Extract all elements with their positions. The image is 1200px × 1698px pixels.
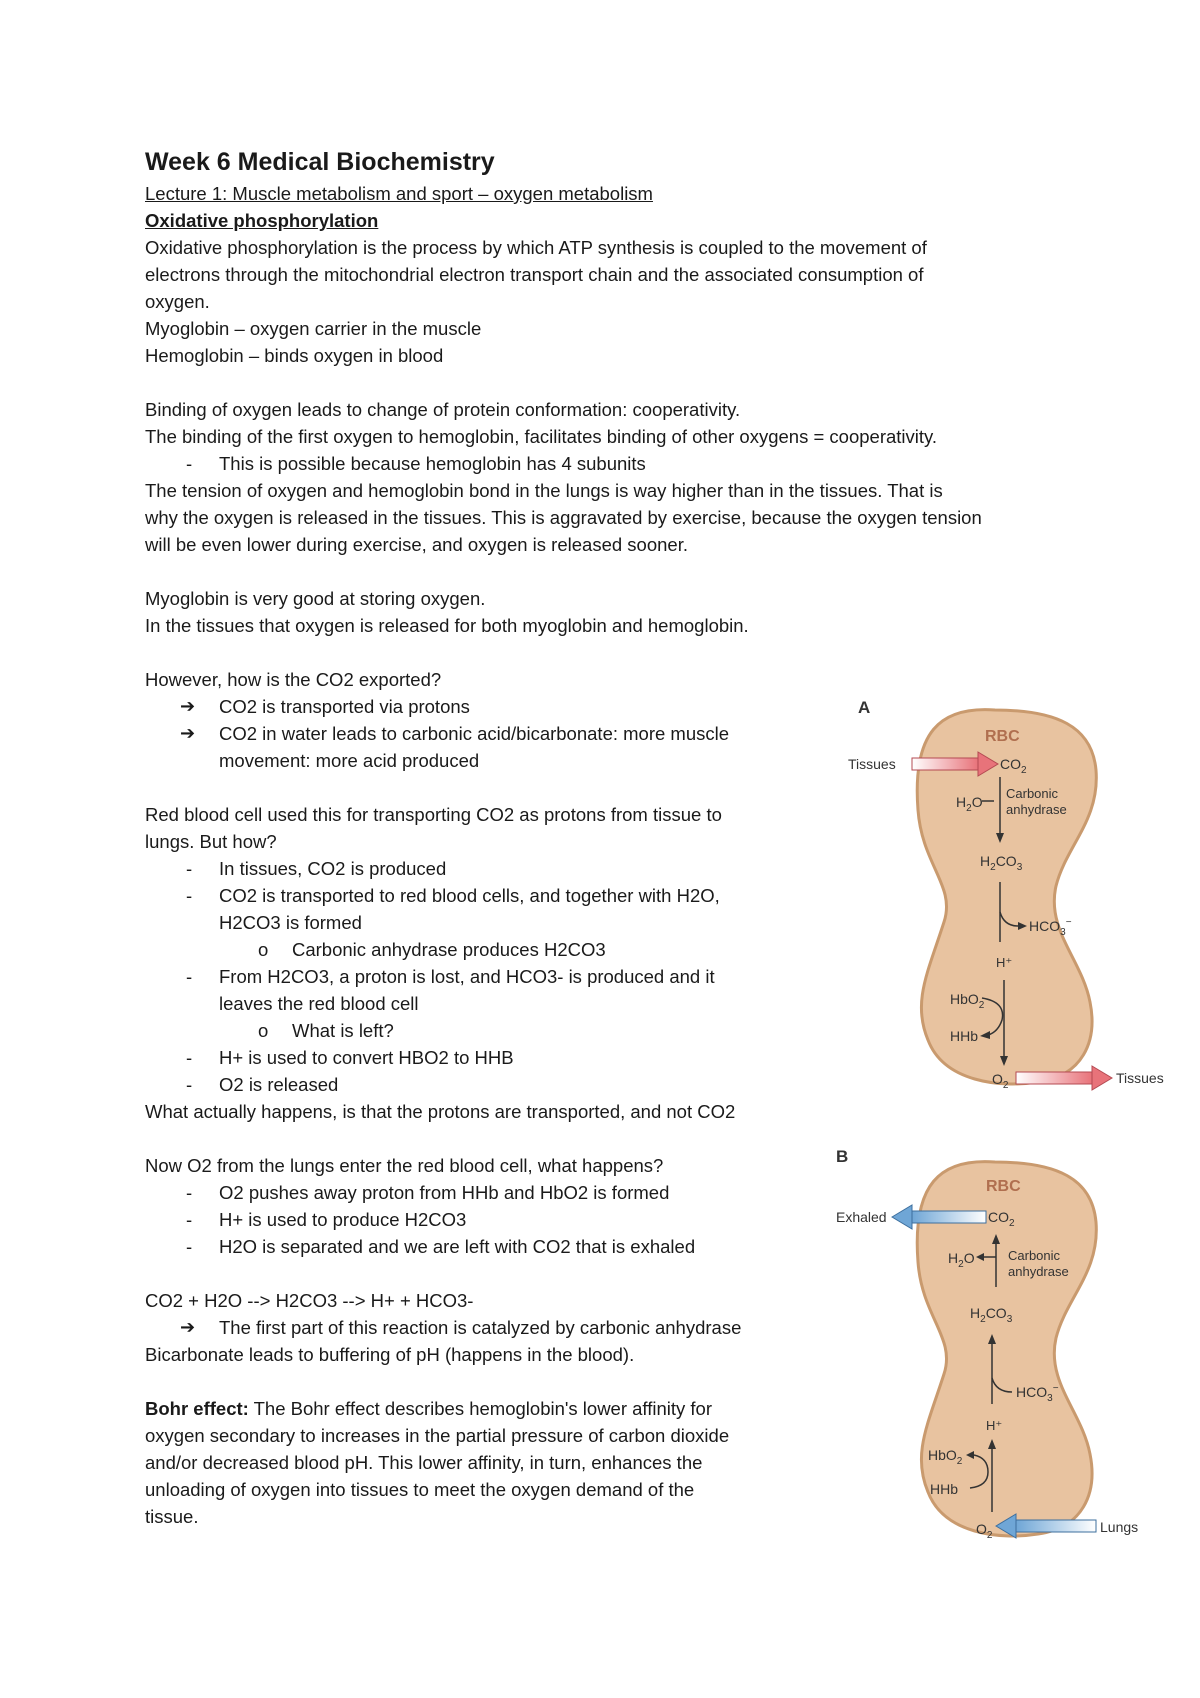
paragraph-line: why the oxygen is released in the tissues. This is aggravated by exercise, because the oxygen tension bbox=[145, 507, 982, 528]
bullet-text: CO2 is transported to red blood cells, and together with H2O, bbox=[219, 885, 720, 906]
panel-label: A bbox=[858, 698, 871, 717]
sub-bullet-text: What is left? bbox=[292, 1020, 394, 1041]
panel-label: B bbox=[836, 1147, 849, 1166]
arrow-bullet-icon: ➔ bbox=[180, 723, 196, 743]
tissues-out-label: Tissues bbox=[1116, 1070, 1164, 1086]
paragraph-line: oxygen secondary to increases in the partial pressure of carbon dioxide bbox=[145, 1425, 730, 1446]
anhydrase-label: anhydrase bbox=[1006, 802, 1067, 817]
section-heading: Oxidative phosphorylation bbox=[145, 210, 379, 231]
paragraph-line: electrons through the mitochondrial electron transport chain and the associated consumption of bbox=[145, 264, 924, 285]
paragraph-line: What actually happens, is that the protons are transported, and not CO2 bbox=[145, 1101, 736, 1122]
equation-line: CO2 + H2O --> H2CO3 --> H+ + HCO3- bbox=[145, 1290, 474, 1311]
dash-bullet: - bbox=[186, 1047, 193, 1068]
sub-bullet: o bbox=[258, 939, 269, 960]
h-plus-label: H⁺ bbox=[996, 955, 1013, 970]
blue-arrow-in-icon bbox=[1016, 1520, 1096, 1532]
bullet-text: In tissues, CO2 is produced bbox=[219, 858, 447, 879]
blue-arrow-out-icon bbox=[912, 1211, 986, 1223]
sub-bullet: o bbox=[258, 1020, 269, 1041]
figure-b-rbc-lungs bbox=[820, 1142, 1180, 1552]
rbc-label: RBC bbox=[986, 1178, 1021, 1195]
rbc-label: RBC bbox=[985, 728, 1020, 745]
bullet-text: H2O is separated and we are left with CO2 that is exhaled bbox=[219, 1236, 696, 1257]
bohr-text: The Bohr effect describes hemoglobin's lower affinity for bbox=[248, 1398, 713, 1419]
dash-bullet: - bbox=[186, 1236, 193, 1257]
co2-label: $CO_2$ bbox=[988, 1209, 1015, 1229]
dash-bullet: - bbox=[186, 966, 193, 987]
bullet-text: CO2 is transported via protons bbox=[219, 696, 470, 717]
hhb-label: HHb bbox=[930, 1481, 959, 1497]
exhaled-label: Exhaled bbox=[836, 1209, 887, 1225]
bullet-text: The first part of this reaction is catalyzed by carbonic anhydrase bbox=[219, 1317, 742, 1338]
h2co3-label: $H_2CO_3$ bbox=[970, 1305, 1013, 1325]
paragraph-line: The tension of oxygen and hemoglobin bond in the lungs is way higher than in the tissues. That is bbox=[145, 480, 943, 501]
h-plus-label: H⁺ bbox=[986, 1418, 1003, 1433]
red-arrowhead-icon bbox=[1092, 1066, 1112, 1090]
bullet-text: leaves the red blood cell bbox=[219, 993, 419, 1014]
paragraph-line: and/or decreased blood pH. This lower affinity, in turn, enhances the bbox=[145, 1452, 703, 1473]
paragraph-line: oxygen. bbox=[145, 291, 210, 312]
bullet-text: H2CO3 is formed bbox=[219, 912, 362, 933]
hco3-label: $HCO_3^-$ bbox=[1016, 1383, 1059, 1404]
paragraph-line: Bicarbonate leads to buffering of pH (happens in the blood). bbox=[145, 1344, 635, 1365]
paragraph-line: Myoglobin is very good at storing oxygen. bbox=[145, 588, 486, 609]
bullet-text: O2 pushes away proton from HHb and HbO2 is formed bbox=[219, 1182, 670, 1203]
dash-bullet: - bbox=[186, 1209, 193, 1230]
bullet-text: H+ is used to convert HBO2 to HHB bbox=[219, 1047, 514, 1068]
dash-bullet: - bbox=[186, 858, 193, 879]
bullet-text: From H2CO3, a proton is lost, and HCO3- is produced and it bbox=[219, 966, 715, 987]
paragraph-line: Oxidative phosphorylation is the process by which ATP synthesis is coupled to the movement of bbox=[145, 237, 927, 258]
hbo2-label: HbO$_2$ bbox=[950, 991, 985, 1011]
myoglobin-line: Myoglobin – oxygen carrier in the muscle bbox=[145, 318, 482, 339]
h2co3-label: $H_2CO_3$ bbox=[980, 853, 1023, 873]
co2-label: $CO_2$ bbox=[1000, 756, 1027, 776]
carbonic-label: Carbonic bbox=[1008, 1248, 1061, 1263]
paragraph-line: will be even lower during exercise, and oxygen is released sooner. bbox=[145, 534, 688, 555]
paragraph-line: However, how is the CO2 exported? bbox=[145, 669, 442, 690]
dash-bullet: - bbox=[186, 885, 193, 906]
bohr-label: Bohr effect: bbox=[145, 1398, 249, 1419]
paragraph-line: Red blood cell used this for transporting CO2 as protons from tissue to bbox=[145, 804, 722, 825]
tissues-in-label: Tissues bbox=[848, 756, 896, 772]
bullet-text: H+ is used to produce H2CO3 bbox=[219, 1209, 467, 1230]
figure-a-rbc-tissues bbox=[820, 690, 1180, 1100]
red-arrow-out-icon bbox=[1016, 1072, 1092, 1084]
bullet-text: This is possible because hemoglobin has 4 subunits bbox=[219, 453, 646, 474]
blue-arrowhead-icon bbox=[892, 1205, 912, 1229]
bullet-text: CO2 in water leads to carbonic acid/bicarbonate: more muscle bbox=[219, 723, 730, 744]
sub-bullet-text: Carbonic anhydrase produces H2CO3 bbox=[292, 939, 606, 960]
dash-bullet: - bbox=[186, 1182, 193, 1203]
carbonic-label: Carbonic bbox=[1006, 786, 1059, 801]
red-arrow-in-icon bbox=[912, 758, 978, 770]
hco3-label: $HCO_3^-$ bbox=[1029, 917, 1072, 938]
bullet-text: movement: more acid produced bbox=[219, 750, 480, 771]
page-title: Week 6 Medical Biochemistry bbox=[145, 148, 495, 176]
anhydrase-label: anhydrase bbox=[1008, 1264, 1069, 1279]
o2-label: $O_2$ bbox=[976, 1521, 993, 1541]
hemoglobin-line: Hemoglobin – binds oxygen in blood bbox=[145, 345, 444, 366]
paragraph-line: tissue. bbox=[145, 1506, 199, 1527]
paragraph-line: Now O2 from the lungs enter the red blood cell, what happens? bbox=[145, 1155, 664, 1176]
lungs-label: Lungs bbox=[1100, 1519, 1139, 1535]
paragraph-line: The binding of the first oxygen to hemoglobin, facilitates binding of other oxygens = cooperativity. bbox=[145, 426, 938, 447]
dash-bullet: - bbox=[186, 453, 193, 474]
paragraph-line: Binding of oxygen leads to change of protein conformation: cooperativity. bbox=[145, 399, 741, 420]
hbo2-label: HbO$_2$ bbox=[928, 1447, 963, 1467]
paragraph-line: lungs. But how? bbox=[145, 831, 277, 852]
h2o-label: $H_2O$ bbox=[956, 794, 983, 814]
h2o-label: $H_2O$ bbox=[948, 1250, 975, 1270]
bohr-line bbox=[145, 1395, 712, 1422]
dash-bullet: - bbox=[186, 1074, 193, 1095]
paragraph-line: In the tissues that oxygen is released for both myoglobin and hemoglobin. bbox=[145, 615, 749, 636]
o2-label: $O_2$ bbox=[992, 1071, 1009, 1091]
arrow-bullet-icon: ➔ bbox=[180, 1317, 196, 1337]
bullet-text: O2 is released bbox=[219, 1074, 339, 1095]
hhb-label: HHb bbox=[950, 1028, 979, 1044]
paragraph-line: unloading of oxygen into tissues to meet the oxygen demand of the bbox=[145, 1479, 695, 1500]
arrow-bullet-icon: ➔ bbox=[180, 696, 196, 716]
lecture-heading: Lecture 1: Muscle metabolism and sport – oxygen metabolism bbox=[145, 183, 653, 204]
